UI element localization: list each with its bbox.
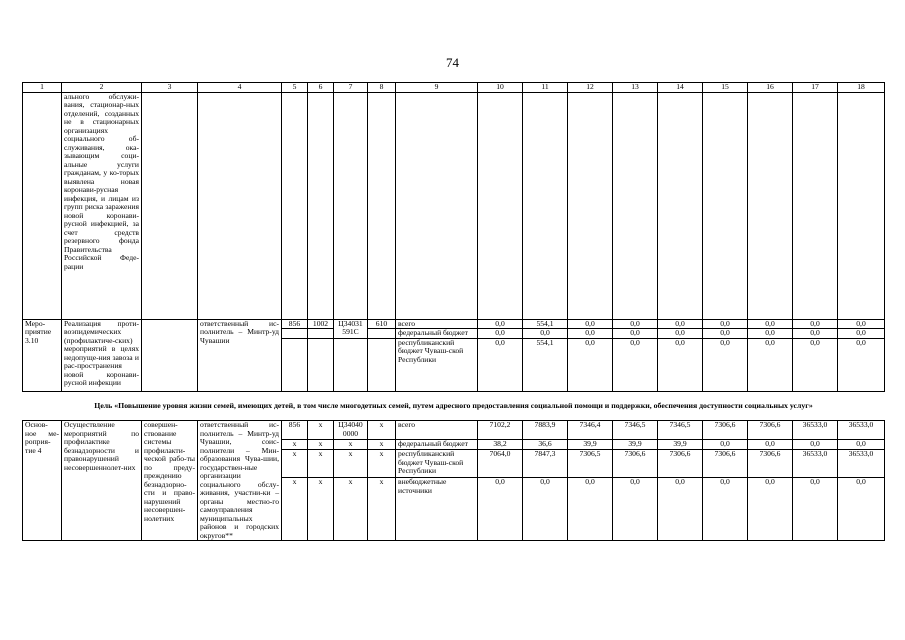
cont-col1 [23,92,62,319]
program-table [22,82,885,541]
om4-value-14: 7346,5 [658,421,703,440]
cont-col15 [703,92,748,319]
om4-value-11: 7847,3 [523,450,568,478]
om4-col7: x [334,478,368,541]
om4-col6: x [308,440,334,450]
om4-value-18: 0,0 [838,478,885,541]
m310-value-12: 0,0 [568,338,613,391]
m310-value-11: 554,1 [523,319,568,329]
m310-value-18: 0,0 [838,319,885,329]
m310-value-14: 0,0 [658,319,703,329]
header-cell-4: 4 [198,83,282,93]
om4-value-15: 7306,6 [703,450,748,478]
m310-value-13: 0,0 [613,319,658,329]
om4-value-17: 36533,0 [793,421,838,440]
om4-col6: x [308,421,334,440]
m310-value-10: 0,0 [478,338,523,391]
m310-value-10: 0,0 [478,329,523,339]
goal-row [23,391,885,421]
cont-description: ального обслужи-вания, стационар-ных отделений, созданных не в стационарных организациях социального об-служивания, ока-зывающим соци-альные услуги гражданам, у ко-торых выявлена новая коронави-русная инфекция, и лицам из групп риска заражения новой коронави-русной инфекцией, за счет средств резервного фонда Правительства Российской Феде-рации [62,92,142,319]
header-cell-1: 1 [23,83,62,93]
om4-value-16: 7306,6 [748,450,793,478]
cont-col7 [334,92,368,319]
om4-value-13: 39,9 [613,440,658,450]
m310-value-18: 0,0 [838,338,885,391]
om4-col5: x [282,440,308,450]
m310-executor: ответственный ис-полнитель – Минтр-уд Чувашии [198,319,282,391]
m310-value-17: 0,0 [793,329,838,339]
om4-source: федеральный бюджет [396,440,478,450]
m310-col7: Ц34031 591С [334,319,368,338]
om4-col8: x [368,450,396,478]
header-cell-2: 2 [62,83,142,93]
m310-value-16: 0,0 [748,329,793,339]
header-cell-15: 15 [703,83,748,93]
om4-source: всего [396,421,478,440]
om4-value-13: 7346,5 [613,421,658,440]
m310-value-13: 0,0 [613,338,658,391]
m310-value-15: 0,0 [703,319,748,329]
page-number: 74 [446,55,459,70]
header-cell-17: 17 [793,83,838,93]
om4-col8: x [368,478,396,541]
om4-col7: x [334,450,368,478]
om4-value-12: 0,0 [568,478,613,541]
om4-col5: x [282,450,308,478]
om4-col7: x [334,440,368,450]
cont-col12 [568,92,613,319]
om4-value-15: 0,0 [703,440,748,450]
om4-value-18: 36533,0 [838,450,885,478]
m310-value-18: 0,0 [838,329,885,339]
cont-col11 [523,92,568,319]
om4-col5: 856 [282,421,308,440]
m310-name: Реализация проти-воэпидемических (профилактиче-ских) мероприятий в целях недопуще-ния завоза и рас-пространения новой коронави-русной инфекции [62,319,142,391]
goal-text: Цель «Повышение уровня жизни семей, имеющих детей, в том числе многодетных семей, путем адресного предоставления социальной помощи и поддержки, обеспечения доступности социальных услуг» [23,391,885,421]
m310-col8-r2 [368,338,396,391]
m310-label: Меро-приятие 3.10 [23,319,62,391]
header-cell-12: 12 [568,83,613,93]
om4-value-16: 7306,6 [748,421,793,440]
om4-value-13: 7306,6 [613,450,658,478]
om4-value-17: 36533,0 [793,450,838,478]
om4-value-12: 7306,5 [568,450,613,478]
m310-value-17: 0,0 [793,338,838,391]
header-cell-14: 14 [658,83,703,93]
om4-value-15: 0,0 [703,478,748,541]
om4-col6: x [308,478,334,541]
m310-col5-r2 [282,338,308,391]
om4-col8: x [368,421,396,440]
header-cell-6: 6 [308,83,334,93]
cont-col3 [142,92,198,319]
cont-col17 [793,92,838,319]
header-cell-3: 3 [142,83,198,93]
cont-col8 [368,92,396,319]
m310-col5: 856 [282,319,308,329]
om4-value-11: 0,0 [523,478,568,541]
m310-col7-r2 [334,338,368,391]
cont-col6 [308,92,334,319]
m310-col5-r1 [282,329,308,339]
m310-value-14: 0,0 [658,329,703,339]
m310-col6-r2 [308,338,334,391]
header-cell-11: 11 [523,83,568,93]
m310-col6-r1 [308,329,334,339]
cont-col13 [613,92,658,319]
om4-value-13: 0,0 [613,478,658,541]
om4-goal-link: совершен-ствование системы профилакти-ческой рабо-ты по преду-преждению безнадзорно-сти и право-нарушений несовершен-нолетних [142,421,198,541]
om4-name: Осуществление мероприятий по профилактике безнадзорности и правонарушений несовершеннолет-них [62,421,142,541]
header-cell-13: 13 [613,83,658,93]
cont-col9 [396,92,478,319]
m310-value-16: 0,0 [748,338,793,391]
m310-value-16: 0,0 [748,319,793,329]
om4-value-10: 7102,2 [478,421,523,440]
header-row [23,83,885,93]
m310-value-15: 0,0 [703,329,748,339]
om4-value-11: 7883,9 [523,421,568,440]
om4-col7: Ц34040 0000 [334,421,368,440]
om4-value-18: 36533,0 [838,421,885,440]
om4-value-18: 0,0 [838,440,885,450]
continuation-row [23,92,885,319]
m310-value-17: 0,0 [793,319,838,329]
header-cell-7: 7 [334,83,368,93]
om4-value-10: 0,0 [478,478,523,541]
om4-value-16: 0,0 [748,478,793,541]
om4-value-12: 7346,4 [568,421,613,440]
m310-value-11: 554,1 [523,338,568,391]
om4-source: внебюджетные источники [396,478,478,541]
om4-value-11: 36,6 [523,440,568,450]
m310-source: федеральный бюджет [396,329,478,339]
om4-source: республиканский бюджет Чуваш-ской Республики [396,450,478,478]
om4-row-0 [23,421,885,440]
m310-col3 [142,319,198,391]
m310-col8-r1 [368,329,396,339]
m310-value-12: 0,0 [568,319,613,329]
header-cell-8: 8 [368,83,396,93]
om4-col6: x [308,450,334,478]
header-cell-16: 16 [748,83,793,93]
m310-col8: 610 [368,319,396,329]
m310-value-10: 0,0 [478,319,523,329]
om4-value-14: 39,9 [658,440,703,450]
m310-source: всего [396,319,478,329]
header-cell-5: 5 [282,83,308,93]
header-cell-9: 9 [396,83,478,93]
om4-value-15: 7306,6 [703,421,748,440]
m310-value-13: 0,0 [613,329,658,339]
cont-col5 [282,92,308,319]
om4-value-10: 7064,0 [478,450,523,478]
m310-value-14: 0,0 [658,338,703,391]
om4-col8: x [368,440,396,450]
om4-value-17: 0,0 [793,478,838,541]
m310-source: республиканский бюджет Чуваш-ской Республики [396,338,478,391]
cont-col4 [198,92,282,319]
om4-value-17: 0,0 [793,440,838,450]
m310-col6: 1002 [308,319,334,329]
m310-value-12: 0,0 [568,329,613,339]
header-cell-10: 10 [478,83,523,93]
om4-col5: x [282,478,308,541]
om4-value-16: 0,0 [748,440,793,450]
cont-col16 [748,92,793,319]
cont-col10 [478,92,523,319]
om4-value-14: 0,0 [658,478,703,541]
m310-value-15: 0,0 [703,338,748,391]
om4-value-10: 38,2 [478,440,523,450]
cont-col18 [838,92,885,319]
cont-col14 [658,92,703,319]
header-cell-18: 18 [838,83,885,93]
om4-label: Основ-ное ме-роприя-тие 4 [23,421,62,541]
m310-value-11: 0,0 [523,329,568,339]
om4-value-14: 7306,6 [658,450,703,478]
om4-value-12: 39,9 [568,440,613,450]
om4-executor: ответственный ис-полнитель – Минтр-уд Чувашии, соис-полнители – Мин-образования Чува-шии, государствен-ные организации социального обслу-живания, участни-ки – органы местно-го самоуправления муниципальных районов и городских округов** [198,421,282,541]
